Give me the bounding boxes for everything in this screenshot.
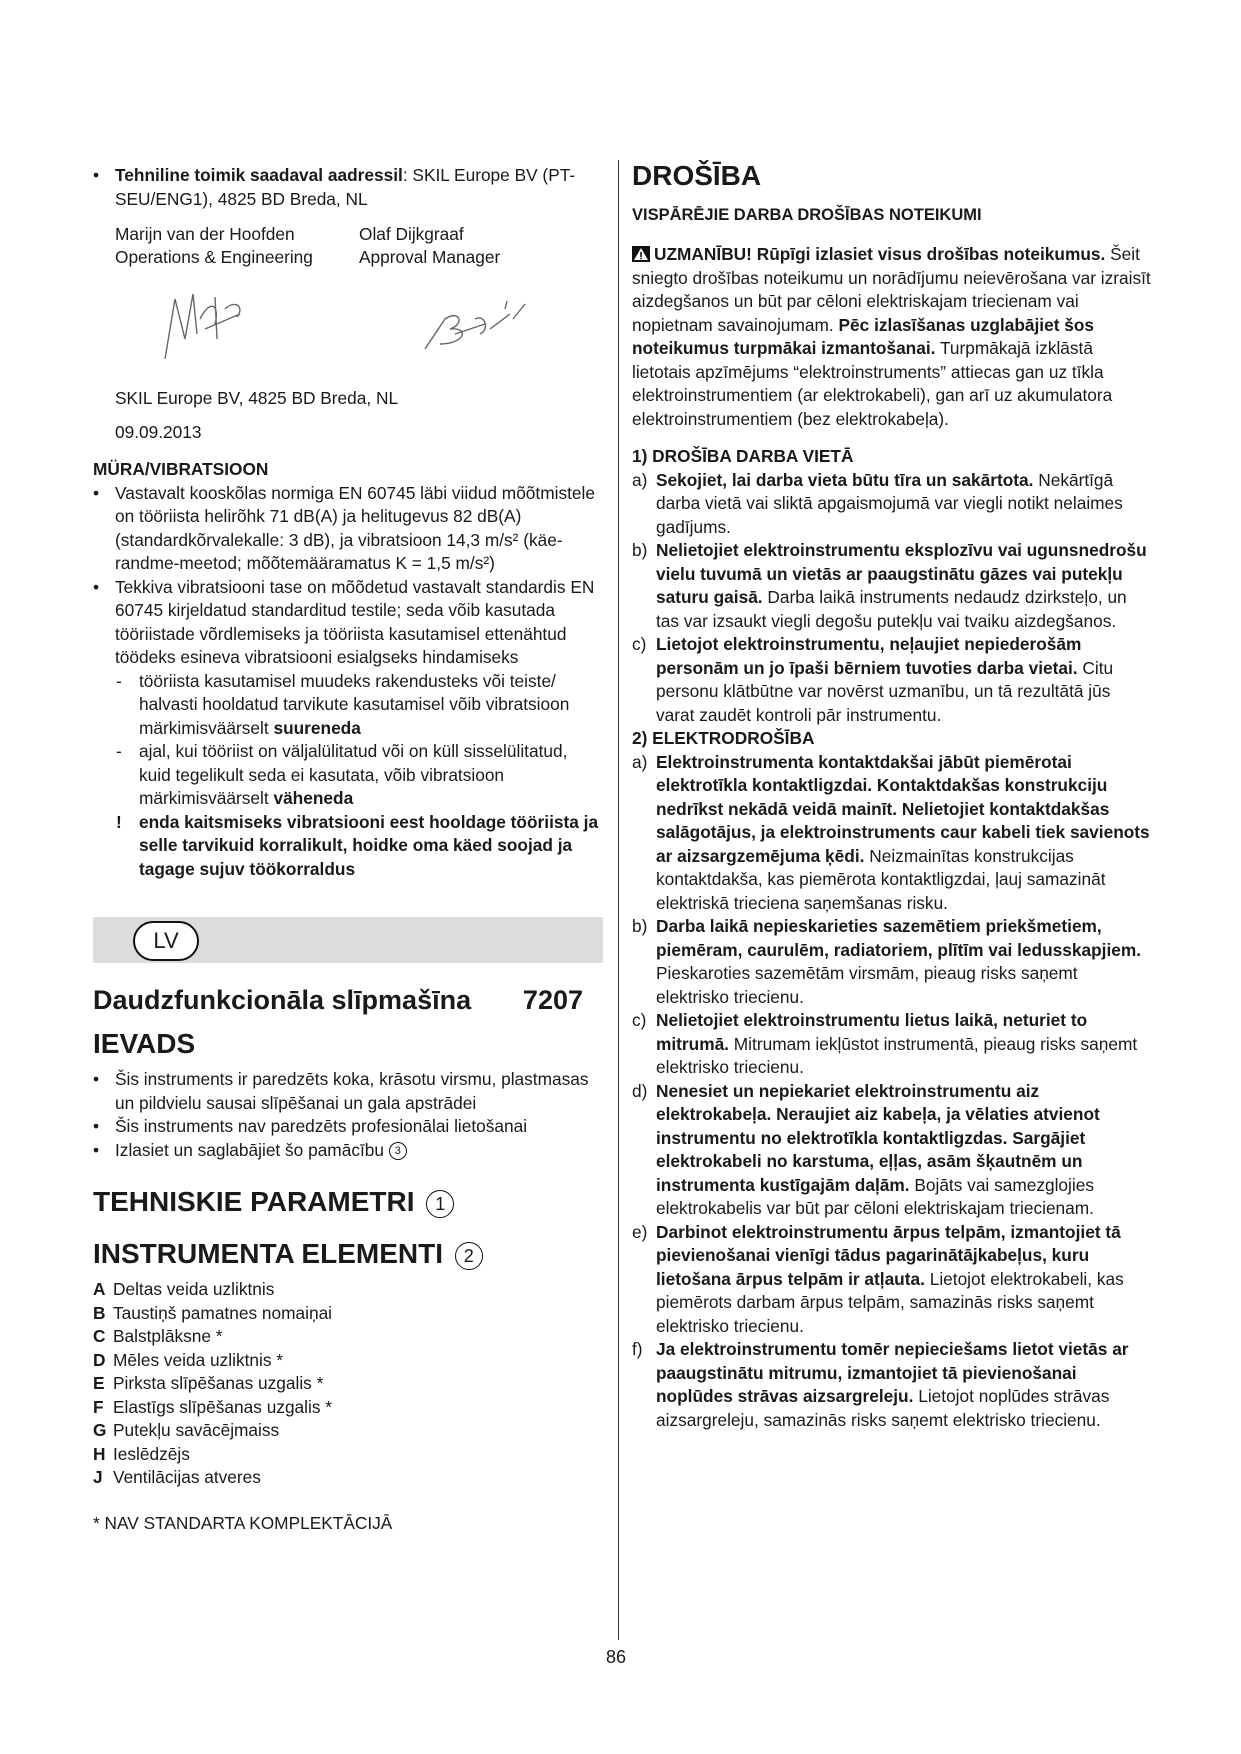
part-label: Taustiņš pamatnes nomaiņai — [113, 1302, 333, 1323]
part-key: A — [93, 1279, 106, 1299]
part-key: D — [93, 1349, 106, 1370]
item-bold: Darba laikā nepieskarieties sazemētiem priekšmetiem, piemēram, caurulēm, radiatoriem, plītīm vai ledusskapjiem. — [656, 916, 1142, 960]
part-item — [93, 1466, 603, 1490]
elements-heading — [93, 1238, 603, 1270]
column-divider — [618, 160, 619, 1640]
electrical-item-d — [632, 1080, 1152, 1221]
item-text: Citu personu klātbūtne var novērst uzmanību, un tā rezultātā jūs varat zaudēt kontroli pār instrumentu. — [656, 657, 1114, 725]
item-bold: Nelietojiet elektroinstrumentu eksplozīvu vai ugunsnedrošu vielu tuvumā un vietās ar paaugstinātu gāzes vai putekļu saturu gaisā. — [656, 540, 1147, 607]
company-address: SKIL Europe BV, 4825 BD Breda, NL — [115, 388, 399, 408]
intro-bullet-2: • Šis instruments nav paredzēts profesionālai lietošanai — [93, 1115, 603, 1139]
figure-ref-2: 2 — [455, 1242, 483, 1270]
tech-params-heading — [93, 1186, 603, 1218]
intro-bullet-1: • Šis instruments ir paredzēts koka, krāsotu virsmu, plastmasas un pildvielu sausai slīpēšanai un gala apstrādei — [93, 1068, 603, 1115]
page-number: 86 — [606, 1647, 627, 1667]
part-key: G — [93, 1420, 107, 1440]
workplace-item-a — [632, 469, 1152, 540]
electrical-safety-heading: 2) ELEKTRODROŠĪBA — [632, 728, 815, 748]
signatory-1 — [115, 223, 359, 269]
signatory-1-role: Operations & Engineering — [115, 247, 313, 267]
noise-heading: MÜRA/VIBRATSIOON — [93, 459, 269, 479]
product-model: 7207 — [522, 985, 583, 1015]
signatory-2-role: Approval Manager — [359, 247, 501, 267]
warning-text-2: Turpmākajā izklāstā lietotais apzīmējums “elektroinstruments” attiecas gan uz tīkla elektroinstrumentiem (ar elektrokabeli), gan arī uz akumulatora elektroinstrumentiem (bez elektrokabeļa). — [632, 338, 1113, 429]
part-label: Deltas veida uzliktnis — [113, 1279, 275, 1299]
noise-dash-2-bold: väheneda — [273, 788, 354, 808]
part-key: F — [93, 1396, 104, 1417]
part-key: H — [93, 1443, 106, 1464]
item-marker: b) — [632, 540, 648, 560]
item-marker: b) — [632, 916, 648, 936]
figure-ref-3: 3 — [389, 1142, 407, 1160]
item-bold: Nenesiet un nepiekariet elektroinstrumentu aiz elektrokabeļa. Neraujiet aiz kabeļa, ja vēlaties atvienot instrumentu no elektrotīkla kontaktligzdas. Sargājiet elektrokabeli no karstuma, eļļas, asām šķautnēm un instrumenta kustīgajām daļām. — [656, 1080, 1100, 1195]
intro-heading: IEVADS — [93, 1028, 196, 1059]
tech-file-address: : SKIL Europe BV (PT-SEU/ENG1), 4825 BD Breda, NL — [115, 165, 576, 209]
signatory-1-name: Marijn van der Hoofden — [115, 224, 295, 244]
signature-1-image — [145, 279, 255, 369]
noise-dash-1-bold: suureneda — [273, 717, 361, 738]
part-item — [93, 1396, 603, 1420]
item-marker: d) — [632, 1080, 648, 1101]
signatories — [115, 223, 603, 269]
product-name: Daudzfunkcionāla slīpmašīna — [93, 985, 472, 1015]
dash-marker: - — [116, 741, 122, 761]
item-bold: Elektroinstrumenta kontaktdakšai jābūt piemērotai elektrotīkla kontaktligzdai. Kontaktdakšas konstrukciju nedrīkst nekādā veidā mainīt. Nelietojiet kontaktdakšas salāgotājus, ja elektroinstruments caur kabeli tiek savienots ar aizsargzemējuma ķēdi. — [656, 751, 1150, 866]
item-text: Darba laikā instruments nedaudz dzirksteļo, un tas var izsaukt viegli degošu putekļu vai tvaiku aizdegšanos. — [656, 587, 1127, 631]
item-text: Lietojot noplūdes strāvas aizsargreleju, samazinās risks saņemt elektrisko triecienu. — [656, 1386, 1110, 1430]
item-marker: a) — [632, 751, 648, 772]
item-marker: c) — [632, 1010, 647, 1030]
safety-warning-paragraph — [632, 243, 1152, 431]
part-label: Pirksta slīpēšanas uzgalis * — [113, 1373, 324, 1393]
dash-marker: - — [116, 670, 122, 691]
item-bold: Ja elektroinstrumentu tomēr nepieciešams lietot vietās ar paaugstinātu mitrumu, izmantojiet tā pievienošanai noplūdes strāvas aizsargreleju. — [656, 1339, 1129, 1406]
general-safety-heading: VISPĀRĒJIE DARBA DROŠĪBAS NOTEIKUMI — [632, 206, 982, 224]
part-label: Elastīgs slīpēšanas uzgalis * — [113, 1396, 333, 1417]
electrical-item-a — [632, 751, 1152, 916]
item-text: Bojāts vai samezglojies elektrokabelis var būt par cēloni elektriskajam triecienam. — [656, 1174, 1094, 1218]
signatory-2 — [359, 223, 603, 269]
parts-list — [93, 1278, 603, 1490]
figure-ref-1: 1 — [426, 1190, 454, 1218]
part-key: B — [93, 1302, 106, 1323]
safety-heading: DROŠĪBA — [632, 160, 762, 191]
noise-warning — [93, 811, 603, 882]
item-text: Lietojot elektrokabeli, kas piemērots darbam ārpus telpām, samazinās risks saņemt elektrisko triecienu. — [656, 1268, 1124, 1336]
part-label: Mēles veida uzliktnis * — [113, 1349, 284, 1370]
signature-2-image — [415, 289, 535, 359]
part-label: Balstplāksne * — [113, 1326, 223, 1346]
item-marker: e) — [632, 1221, 648, 1242]
part-item — [93, 1278, 603, 1302]
part-label: Ieslēdzējs — [113, 1443, 190, 1464]
elements-title: INSTRUMENTA ELEMENTI — [93, 1238, 443, 1269]
part-label: Putekļu savācējmaiss — [113, 1420, 280, 1440]
workplace-safety-heading: 1) DROŠĪBA DARBA VIETĀ — [632, 446, 854, 466]
electrical-item-c — [632, 1009, 1152, 1080]
left-column — [93, 164, 603, 1535]
part-item — [93, 1325, 603, 1349]
item-bold: Lietojot elektroinstrumentu, neļaujiet nepiederošām personām un jo īpaši bērniem tuvoties darba vietai. — [656, 634, 1082, 678]
item-marker: a) — [632, 469, 648, 490]
warning-bold-2: Pēc izlasīšanas uzglabājiet šos noteikumus turpmākai izmantošanai. — [632, 314, 1095, 358]
noise-bullet-1: • Vastavalt kooskõlas normiga EN 60745 läbi viidud mõõtmistele on tööriista helirõhk 71 dB(A) ja helitugevus 82 dB(A) (standardkõrvalekalle: 3 dB), ja vibratsioon 14,3 m/s² (käe-randme-meetod; mõõtemääramatus K = 1,5 m/s²) — [93, 482, 603, 576]
tech-file-label: Tehniline toimik saadaval aadressil — [115, 165, 403, 185]
signatory-2-name: Olaf Dijkgraaf — [359, 224, 464, 244]
item-bold: Darbinot elektroinstrumentu ārpus telpām, izmantojiet tā pievienošanai vienīgi tādus pagarinātājkabeļus, kuru lietošana ārpus telpām ir atļauta. — [656, 1221, 1121, 1289]
electrical-item-b — [632, 915, 1152, 1009]
part-item — [93, 1372, 603, 1396]
part-item — [93, 1443, 603, 1467]
item-bold: Nelietojiet elektroinstrumentu lietus laikā, neturiet to mitrumā. — [656, 1010, 1088, 1054]
tech-params-title: TEHNISKIE PARAMETRI — [93, 1186, 415, 1217]
electrical-item-e — [632, 1221, 1152, 1339]
not-standard-note: * NAV STANDARTA KOMPLEKTĀCIJĀ — [93, 1512, 393, 1533]
noise-dash-1-text: tööriista kasutamisel muudeks rakendusteks või teiste/ halvasti hooldatud tarvikute kasutamisel võib vibratsioon märkimisväärselt — [139, 670, 570, 738]
warning-icon — [632, 246, 650, 262]
noise-dash-2-text: ajal, kui tööriist on väljalülitatud või on küll sisselülitatud, kuid tegelikult seda ei kasutata, võib vibratsioon märkimisväärselt — [139, 741, 568, 808]
part-key: J — [93, 1467, 103, 1487]
declaration-date: 09.09.2013 — [115, 421, 202, 442]
part-key: C — [93, 1326, 106, 1346]
item-marker: c) — [632, 634, 647, 654]
part-item — [93, 1302, 603, 1326]
noise-dash-1 — [93, 670, 603, 741]
part-item — [93, 1419, 603, 1443]
item-text: Pieskaroties sazemētām virsmām, pieaug risks saņemt elektrisko triecienu. — [656, 963, 1078, 1007]
item-text: Mitrumam iekļūstot instrumentā, pieaug risks saņemt elektrisko triecienu. — [656, 1033, 1138, 1077]
workplace-item-b — [632, 539, 1152, 633]
part-item — [93, 1349, 603, 1373]
noise-bullet-2: • Tekkiva vibratsiooni tase on mõõdetud vastavalt standardis EN 60745 kirjeldatud standarditud testile; seda võib kasutada tööriistade võrdlemiseks ja tööriista kasutamisel ettenähtud töödeks esineva vibratsiooni esialgseks hindamiseks — [93, 576, 603, 670]
language-bar — [93, 917, 603, 963]
item-text: Neizmainītas konstrukcijas kontaktdakša, kas piemērota kontaktligzdai, ļauj samazināt elektriskā trieciena saņemšanas risku. — [656, 845, 1106, 913]
warning-bold-1: UZMANĪBU! Rūpīgi izlasiet visus drošības noteikumus. — [654, 244, 1106, 264]
noise-dash-2 — [93, 740, 603, 811]
workplace-item-c — [632, 633, 1152, 727]
tech-file-bullet — [93, 164, 603, 211]
right-column — [632, 160, 1152, 1432]
product-title — [93, 985, 583, 1016]
exclamation-icon: ! — [116, 811, 122, 832]
part-key: E — [93, 1373, 105, 1393]
language-badge: LV — [133, 921, 199, 961]
part-label: Ventilācijas atveres — [113, 1467, 261, 1487]
noise-warning-text: enda kaitsmiseks vibratsiooni eest hooldage tööriista ja selle tarvikuid korralikult, hoidke oma käed soojad ja tagage sujuv töökorraldus — [139, 811, 599, 879]
intro-bullet-3 — [93, 1139, 603, 1163]
electrical-item-f — [632, 1338, 1152, 1432]
item-marker: f) — [632, 1339, 643, 1359]
item-text: Nekārtīgā darba vietā vai sliktā apgaismojumā var viegli notikt nelaimes gadījums. — [656, 469, 1123, 537]
item-bold: Sekojiet, lai darba vieta būtu tīra un sakārtota. — [656, 469, 1034, 490]
signatures — [115, 269, 603, 387]
warning-text-1: Šeit sniegto drošības noteikumu un norādījumu neievērošana var izraisīt aizdegšanos un būt par cēloni elektriskajam triecienam vai nopietnam savainojumam. — [632, 244, 1151, 335]
intro-bullet-3-text: Izlasiet un saglabājiet šo pamācību — [115, 1139, 384, 1160]
